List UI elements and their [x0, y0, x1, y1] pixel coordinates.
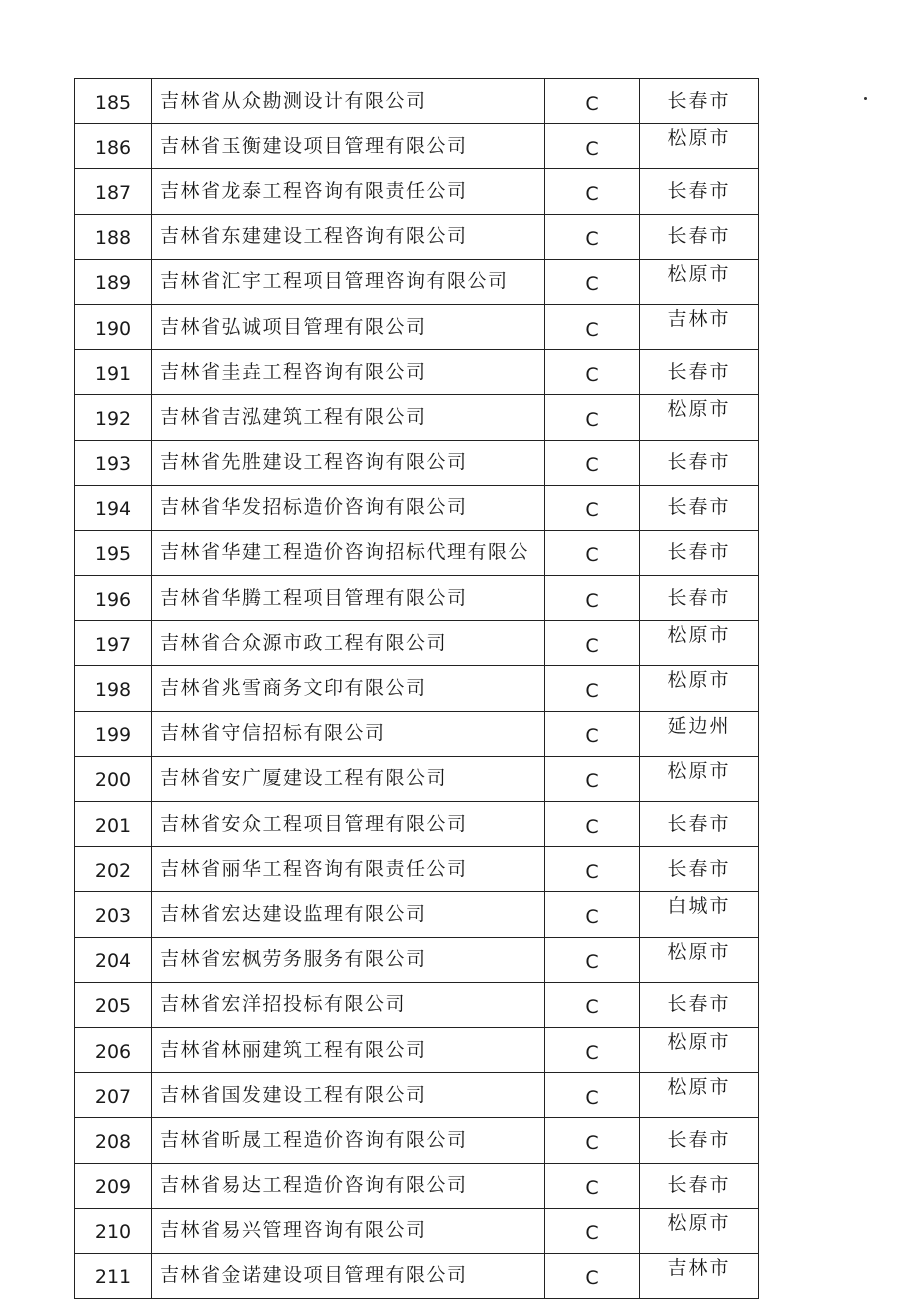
city-name: 长春市 — [640, 350, 759, 395]
row-number: 196 — [75, 576, 152, 621]
city-name: 松原市 — [640, 1073, 759, 1118]
company-name: 吉林省宏达建设监理有限公司 — [152, 892, 545, 937]
table-row — [75, 576, 759, 621]
city-name: 松原市 — [640, 259, 759, 304]
city-name: 长春市 — [640, 79, 759, 124]
company-name: 吉林省金诺建设项目管理有限公司 — [152, 1253, 545, 1298]
credit-grade: C — [545, 485, 640, 530]
row-number: 199 — [75, 711, 152, 756]
credit-grade: C — [545, 666, 640, 711]
table-row — [75, 124, 759, 169]
table-row — [75, 530, 759, 575]
company-name: 吉林省林丽建筑工程有限公司 — [152, 1027, 545, 1072]
city-name: 长春市 — [640, 530, 759, 575]
city-name: 吉林市 — [640, 304, 759, 349]
table-row — [75, 621, 759, 666]
city-name: 松原市 — [640, 621, 759, 666]
row-number: 198 — [75, 666, 152, 711]
table-row — [75, 304, 759, 349]
city-name: 松原市 — [640, 1027, 759, 1072]
table-row — [75, 1253, 759, 1298]
credit-grade: C — [545, 259, 640, 304]
row-number: 206 — [75, 1027, 152, 1072]
row-number: 211 — [75, 1253, 152, 1298]
company-name: 吉林省国发建设工程有限公司 — [152, 1073, 545, 1118]
table-row — [75, 756, 759, 801]
city-name: 松原市 — [640, 666, 759, 711]
city-name: 长春市 — [640, 1118, 759, 1163]
company-name: 吉林省从众勘测设计有限公司 — [152, 79, 545, 124]
company-name: 吉林省汇宇工程项目管理咨询有限公司 — [152, 259, 545, 304]
row-number: 194 — [75, 485, 152, 530]
row-number: 186 — [75, 124, 152, 169]
row-number: 203 — [75, 892, 152, 937]
table-row — [75, 666, 759, 711]
company-name: 吉林省玉衡建设项目管理有限公司 — [152, 124, 545, 169]
company-name: 吉林省圭垚工程咨询有限公司 — [152, 350, 545, 395]
credit-grade: C — [545, 756, 640, 801]
row-number: 190 — [75, 304, 152, 349]
credit-grade: C — [545, 124, 640, 169]
credit-grade: C — [545, 1073, 640, 1118]
credit-grade: C — [545, 1027, 640, 1072]
company-name: 吉林省先胜建设工程咨询有限公司 — [152, 440, 545, 485]
table-row — [75, 1073, 759, 1118]
company-name: 吉林省安广厦建设工程有限公司 — [152, 756, 545, 801]
credit-grade: C — [545, 350, 640, 395]
row-number: 207 — [75, 1073, 152, 1118]
table-row — [75, 937, 759, 982]
credit-grade: C — [545, 440, 640, 485]
company-name: 吉林省昕晟工程造价咨询有限公司 — [152, 1118, 545, 1163]
row-number: 189 — [75, 259, 152, 304]
city-name: 松原市 — [640, 1208, 759, 1253]
company-name: 吉林省吉泓建筑工程有限公司 — [152, 395, 545, 440]
city-name: 长春市 — [640, 576, 759, 621]
company-name: 吉林省宏洋招投标有限公司 — [152, 982, 545, 1027]
table-row — [75, 1027, 759, 1072]
row-number: 195 — [75, 530, 152, 575]
row-number: 205 — [75, 982, 152, 1027]
table-row — [75, 1118, 759, 1163]
table-row — [75, 485, 759, 530]
row-number: 193 — [75, 440, 152, 485]
credit-grade: C — [545, 576, 640, 621]
table-row — [75, 350, 759, 395]
city-name: 松原市 — [640, 124, 759, 169]
table-row — [75, 1208, 759, 1253]
credit-grade: C — [545, 1208, 640, 1253]
credit-grade: C — [545, 395, 640, 440]
table-row — [75, 79, 759, 124]
credit-grade: C — [545, 802, 640, 847]
city-name: 松原市 — [640, 937, 759, 982]
row-number: 209 — [75, 1163, 152, 1208]
credit-grade: C — [545, 892, 640, 937]
credit-grade: C — [545, 1253, 640, 1298]
credit-grade: C — [545, 214, 640, 259]
table-row — [75, 1163, 759, 1208]
scan-speck — [864, 97, 867, 100]
city-name: 白城市 — [640, 892, 759, 937]
company-name: 吉林省弘诚项目管理有限公司 — [152, 304, 545, 349]
credit-grade: C — [545, 304, 640, 349]
row-number: 200 — [75, 756, 152, 801]
row-number: 188 — [75, 214, 152, 259]
company-name: 吉林省华发招标造价咨询有限公司 — [152, 485, 545, 530]
row-number: 192 — [75, 395, 152, 440]
table-row — [75, 440, 759, 485]
city-name: 长春市 — [640, 982, 759, 1027]
company-table — [74, 78, 759, 1299]
table-row — [75, 395, 759, 440]
row-number: 191 — [75, 350, 152, 395]
row-number: 208 — [75, 1118, 152, 1163]
company-name: 吉林省华建工程造价咨询招标代理有限公 — [152, 530, 545, 575]
company-name: 吉林省丽华工程咨询有限责任公司 — [152, 847, 545, 892]
table-row — [75, 892, 759, 937]
city-name: 吉林市 — [640, 1253, 759, 1298]
table-row — [75, 802, 759, 847]
credit-grade: C — [545, 711, 640, 756]
city-name: 松原市 — [640, 395, 759, 440]
city-name: 长春市 — [640, 1163, 759, 1208]
row-number: 204 — [75, 937, 152, 982]
company-name: 吉林省易达工程造价咨询有限公司 — [152, 1163, 545, 1208]
city-name: 长春市 — [640, 802, 759, 847]
row-number: 197 — [75, 621, 152, 666]
city-name: 长春市 — [640, 440, 759, 485]
company-name: 吉林省宏枫劳务服务有限公司 — [152, 937, 545, 982]
row-number: 187 — [75, 169, 152, 214]
credit-grade: C — [545, 1118, 640, 1163]
company-name: 吉林省龙泰工程咨询有限责任公司 — [152, 169, 545, 214]
table-body — [75, 79, 759, 1299]
city-name: 长春市 — [640, 169, 759, 214]
credit-grade: C — [545, 937, 640, 982]
company-name: 吉林省易兴管理咨询有限公司 — [152, 1208, 545, 1253]
city-name: 松原市 — [640, 756, 759, 801]
table-row — [75, 711, 759, 756]
credit-grade: C — [545, 79, 640, 124]
row-number: 185 — [75, 79, 152, 124]
city-name: 长春市 — [640, 847, 759, 892]
credit-grade: C — [545, 621, 640, 666]
table-row — [75, 259, 759, 304]
row-number: 210 — [75, 1208, 152, 1253]
city-name: 长春市 — [640, 214, 759, 259]
company-name: 吉林省兆雪商务文印有限公司 — [152, 666, 545, 711]
city-name: 延边州 — [640, 711, 759, 756]
credit-grade: C — [545, 847, 640, 892]
credit-grade: C — [545, 1163, 640, 1208]
company-name: 吉林省安众工程项目管理有限公司 — [152, 802, 545, 847]
credit-grade: C — [545, 169, 640, 214]
company-name: 吉林省守信招标有限公司 — [152, 711, 545, 756]
credit-grade: C — [545, 982, 640, 1027]
company-name: 吉林省合众源市政工程有限公司 — [152, 621, 545, 666]
row-number: 201 — [75, 802, 152, 847]
city-name: 长春市 — [640, 485, 759, 530]
row-number: 202 — [75, 847, 152, 892]
company-name: 吉林省东建建设工程咨询有限公司 — [152, 214, 545, 259]
table-row — [75, 169, 759, 214]
table-row — [75, 847, 759, 892]
table-row — [75, 214, 759, 259]
credit-grade: C — [545, 530, 640, 575]
company-name: 吉林省华腾工程项目管理有限公司 — [152, 576, 545, 621]
table-row — [75, 982, 759, 1027]
